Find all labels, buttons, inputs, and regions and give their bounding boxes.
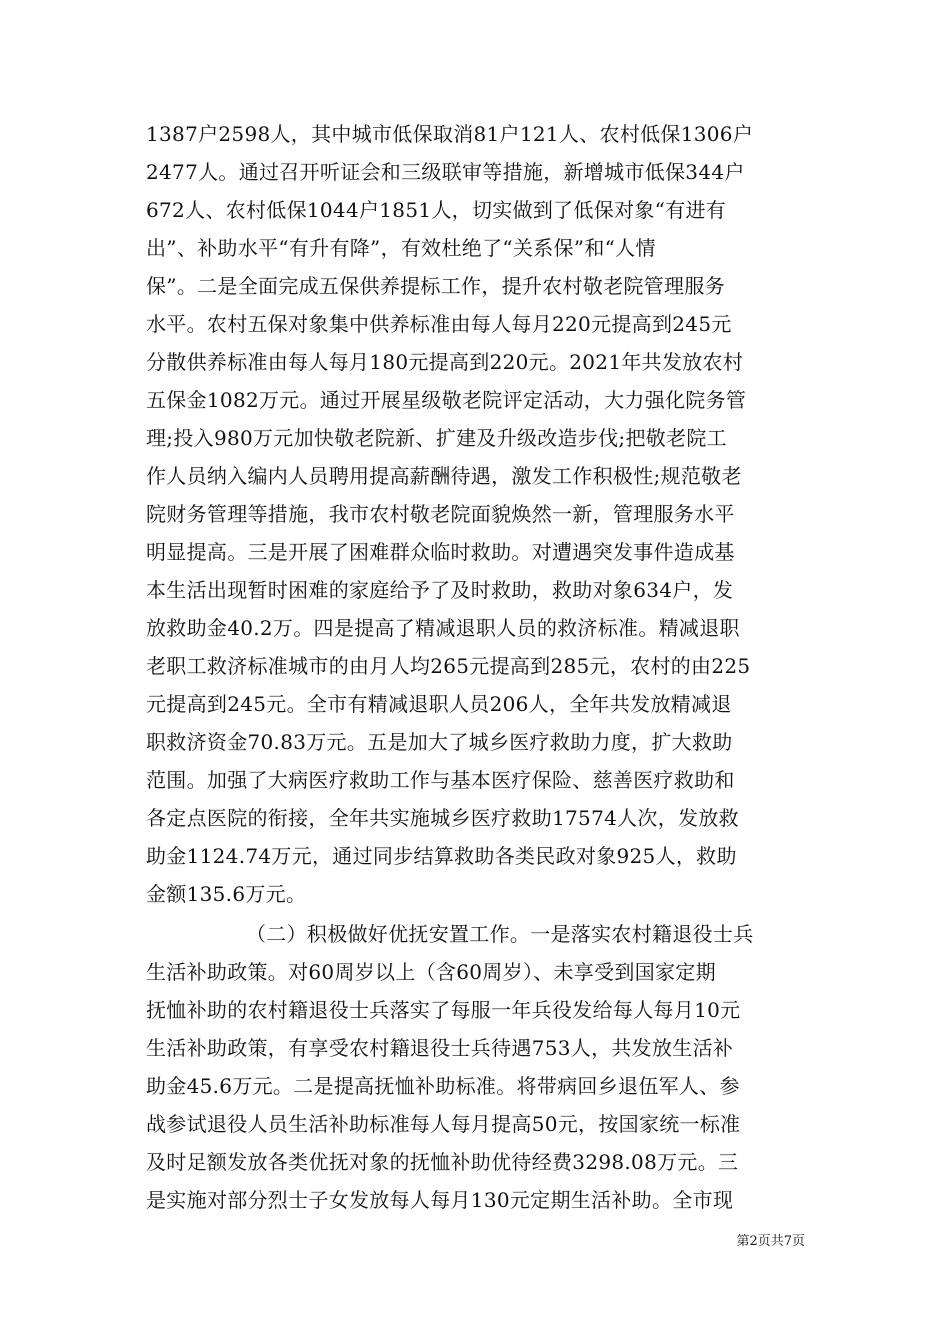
- text-line: 院财务管理等措施，我市农村敬老院面貌焕然一新，管理服务水平: [146, 502, 735, 526]
- text-line: 老职工救济标准城市的由月人均265元提高到285元，农村的由225: [146, 654, 751, 678]
- text-line: 2477人。通过召开听证会和三级联审等措施，新增城市低保344户: [146, 160, 745, 184]
- text-line: 保”。二是全面完成五保供养提标工作，提升农村敬老院管理服务: [146, 274, 725, 298]
- text-line: 1387户2598人，其中城市低保取消81户121人、农村低保1306户: [146, 122, 754, 146]
- text-line: 明显提高。三是开展了困难群众临时救助。对遭遇突发事件造成基: [146, 540, 735, 564]
- text-line: 抚恤补助的农村籍退役士兵落实了每服一年兵役发给每人每月10元: [146, 998, 741, 1022]
- text-line: 生活补助政策，有享受农村籍退役士兵待遇753人，共发放生活补: [146, 1036, 734, 1060]
- text-line: 战参试退役人员生活补助标准每人每月提高50元，按国家统一标准: [146, 1112, 741, 1136]
- text-line: 水平。农村五保对象集中供养标准由每人每月220元提高到245元: [146, 312, 732, 336]
- text-line: 放救助金40.2万。四是提高了精减退职人员的救济标准。精减退职: [146, 616, 740, 640]
- text-line: 生活补助政策。对60周岁以上（含60周岁）、未享受到国家定期: [146, 960, 716, 984]
- text-line: 出”、补助水平“有升有降”，有效杜绝了“关系保”和“人情: [146, 236, 656, 260]
- text-line: 本生活出现暂时困难的家庭给予了及时救助，救助对象634户，发: [146, 578, 734, 602]
- text-line: 助金45.6万元。二是提高抚恤补助标准。将带病回乡退伍军人、参: [146, 1074, 740, 1098]
- text-line: 各定点医院的衔接，全年共实施城乡医疗救助17574人次，发放救: [146, 806, 739, 830]
- text-line: 是实施对部分烈士子女发放每人每月130元定期生活补助。全市现: [146, 1188, 734, 1212]
- text-line: 五保金1082万元。通过开展星级敬老院评定活动，大力强化院务管: [146, 388, 747, 412]
- text-line: 助金1124.74万元，通过同步结算救助各类民政对象925人，救助: [146, 844, 737, 868]
- text-line: 作人员纳入编内人员聘用提高薪酬待遇，激发工作积极性;规范敬老: [146, 464, 742, 488]
- text-line: 分散供养标准由每人每月180元提高到220元。2021年共发放农村: [146, 350, 744, 374]
- text-line: 元提高到245元。全市有精减退职人员206人，全年共发放精减退: [146, 692, 732, 716]
- text-line: 范围。加强了大病医疗救助工作与基本医疗保险、慈善医疗救助和: [146, 768, 735, 792]
- section-heading-line: （二）积极做好优抚安置工作。一是落实农村籍退役士兵: [246, 922, 754, 946]
- text-line: 理;投入980万元加快敬老院新、扩建及升级改造步伐;把敬老院工: [146, 426, 727, 450]
- text-line: 职救济资金70.83万元。五是加大了城乡医疗救助力度，扩大救助: [146, 730, 733, 754]
- text-line: 金额135.6万元。: [146, 882, 307, 906]
- text-line: 及时足额发放各类优抚对象的抚恤补助优待经费3298.08万元。三: [146, 1150, 739, 1174]
- text-line: 672人、农村低保1044户1851人，切实做到了低保对象“有进有: [146, 198, 727, 222]
- page-number-indicator: 第2页共7页: [736, 1234, 805, 1249]
